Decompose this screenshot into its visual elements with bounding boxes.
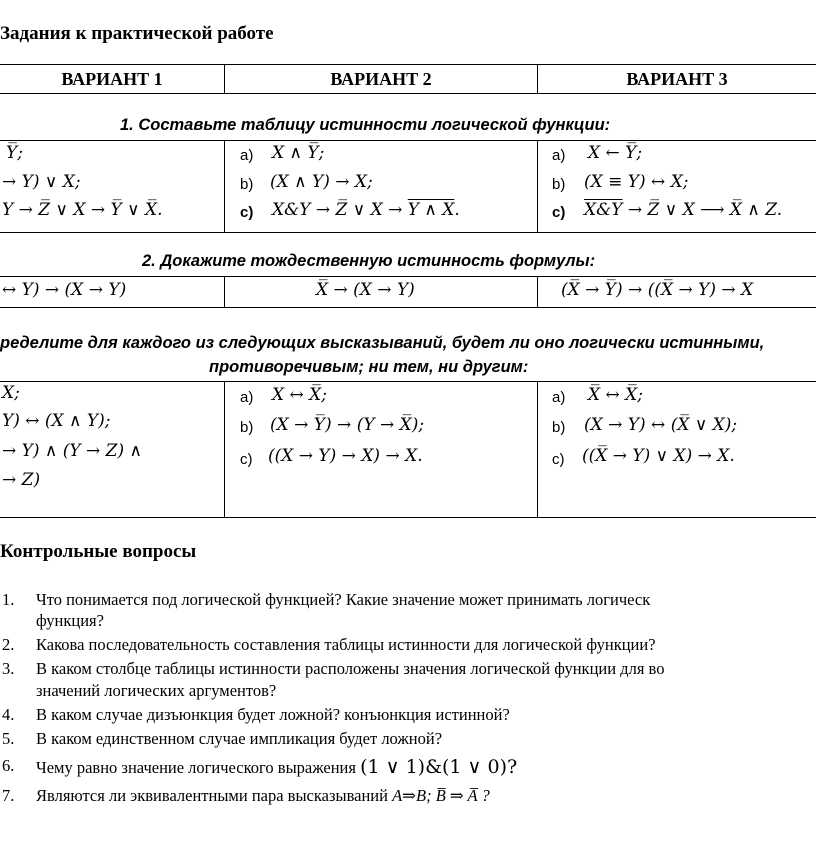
task1-v3-c: X&Y → Z̅ ∨ X ⟶ X̅ ∧ Z.	[584, 200, 783, 220]
task3-v2-b-label: b)	[240, 419, 254, 436]
task1-v2-b-label: b)	[240, 176, 254, 193]
task3-v1-line3: → Y) ∧ (Y → Z) ∧	[2, 441, 142, 461]
question-3-line1: В каком столбце таблицы истинности расположены значения логической функции для во	[36, 659, 665, 678]
task1-v3-b: (X ≡ Y) ↔ X;	[584, 172, 689, 192]
question-6-line1: Чему равно значение логического выражения (1 ∨ 1)&(1 ∨ 0)?	[36, 756, 518, 778]
task2-heading: 2. Докажите тождественную истинность формулы:	[142, 252, 596, 270]
task1-v2-c: X&Y → Z̅ ∨ X → Y ∧ X.	[272, 200, 460, 220]
table-border-bottom	[0, 517, 816, 518]
question-2-line1: Какова последовательность составления таблицы истинности для логической функции?	[36, 635, 656, 654]
question-4-line1: В каком случае дизъюнкция будет ложной? конъюнкция истинной?	[36, 705, 510, 724]
question-1-number: 1.	[2, 590, 15, 609]
task2-v2: X̅ → (X → Y)	[316, 280, 415, 300]
task2-v1: ↔ Y) → (X → Y)	[2, 280, 127, 300]
header-variant-1: ВАРИАНТ 1	[61, 69, 163, 89]
task1-v1-line2: → Y) ∨ X;	[2, 172, 81, 192]
task3-v2-c-label: c)	[240, 451, 253, 468]
question-7-expression: A⇒B; B̅ ⇒ A̅ ?	[392, 786, 490, 805]
task3-v2-a-label: a)	[240, 389, 254, 406]
task1-v2-a: X ∧ Y̅;	[272, 143, 325, 163]
task1-heading-divider	[0, 140, 816, 141]
task3-v1-line4: → Z)	[2, 470, 41, 490]
question-6-expression: (1 ∨ 1)&(1 ∨ 0)?	[360, 756, 518, 778]
task3-v3-a: X̅ ↔ X̅;	[588, 385, 643, 405]
task3-v1-line2: Y) ↔ (X ∧ Y);	[2, 411, 111, 431]
task3-v3-c-label: c)	[552, 451, 565, 468]
task1-v1-line1: Y̅;	[6, 143, 23, 163]
task1-v3-b-label: b)	[552, 176, 566, 193]
task3-v3-c: ((X̅ → Y) ∨ X) → X.	[582, 446, 735, 466]
task1-v2-a-label: a)	[240, 147, 254, 164]
task3-heading-divider	[0, 381, 816, 382]
question-5-line1: В каком единственном случае импликация будет ложной?	[36, 729, 443, 748]
table-header-divider	[0, 93, 816, 94]
task3-v3-b: (X → Y) ↔ (X̅ ∨ X);	[584, 415, 738, 435]
task1-v3-a-label: a)	[552, 147, 566, 164]
task1-v1-line3: Y → Z̅ ∨ X → Y̅ ∨ X̅.	[2, 200, 163, 220]
question-7-number: 7.	[2, 786, 15, 805]
question-7-line1: Являются ли эквивалентными пара высказываний A⇒B; B̅ ⇒ A̅ ?	[36, 786, 490, 805]
task3-v3-a-label: a)	[552, 389, 566, 406]
task1-v3-c-label: c)	[552, 204, 566, 221]
header-variant-2: ВАРИАНТ 2	[330, 69, 432, 89]
task1-heading: 1. Составьте таблицу истинности логической функции:	[120, 116, 611, 134]
task3-v2-c: ((X → Y) → X) → X.	[268, 446, 423, 466]
task2-v3: (X̅ → Y̅) → ((X̅ → Y) → X	[561, 280, 754, 300]
header-variant-3: ВАРИАНТ 3	[626, 69, 728, 89]
question-5-number: 5.	[2, 729, 15, 748]
task3-v2-b: (X → Y̅) → (Y → X̅);	[270, 415, 425, 435]
question-3-line2: значений логических аргументов?	[36, 681, 277, 700]
task3-v3-b-label: b)	[552, 419, 566, 436]
task1-v3-a: X ← Y̅;	[588, 143, 643, 163]
task2-heading-divider	[0, 276, 816, 277]
question-6-number: 6.	[2, 756, 15, 775]
task1-v2-b: (X ∧ Y) → X;	[270, 172, 373, 192]
task3-v2-a: X ↔ X̅;	[272, 385, 327, 405]
task1-v2-c-label: c)	[240, 204, 254, 221]
question-1-line1: Что понимается под логической функцией? Какие значение может принимать логическ	[36, 590, 651, 609]
task3-heading-line2: противоречивым; ни тем, ни другим:	[209, 358, 529, 376]
task3-v1-line1: X;	[2, 383, 20, 403]
control-title: Контрольные вопросы	[0, 541, 197, 562]
question-4-number: 4.	[2, 705, 15, 724]
page-title: Задания к практической работе	[0, 23, 274, 44]
question-2-number: 2.	[2, 635, 15, 654]
task3-heading-line1: ределите для каждого из следующих высказываний, будет ли оно логически истинными,	[0, 334, 765, 352]
task2-divider	[0, 307, 816, 308]
question-1-line2: функция?	[36, 611, 104, 630]
table-border-top	[0, 64, 816, 65]
task1-divider	[0, 232, 816, 233]
question-3-number: 3.	[2, 659, 15, 678]
